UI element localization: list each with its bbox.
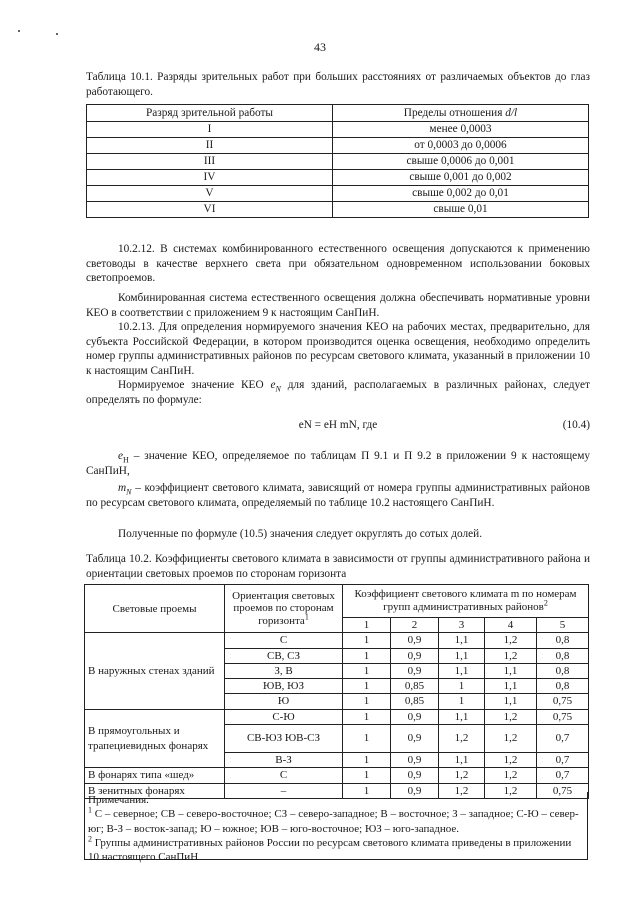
coef-cell: 0,9 (391, 663, 439, 678)
table-row (85, 768, 589, 783)
coef-cell: 1,2 (485, 633, 537, 648)
coef-cell: 1,1 (439, 633, 485, 648)
note-2-text: Группы административных районов России по ресурсам светового климата приведены в приложении 10 настоящего СанПиН (88, 836, 572, 864)
note-1-text: С – северное; СВ – северо-восточное; СЗ – северо-западное; В – восточное; З – западное; С-Ю – север-юг; В-З – восток-запад; Ю – южное; ЮВ – юго-восточное; ЮЗ – юго-западное. (88, 808, 579, 835)
table1-header-row (87, 105, 589, 122)
coef-cell: 0,8 (537, 679, 589, 694)
coef-cell: 0,7 (537, 725, 589, 753)
scan-speck (18, 30, 20, 32)
orientation-cell: СВ-ЮЗ ЮВ-СЗ (225, 725, 343, 753)
header-coefficient-text: Коэффициент светового климата m по номерам групп административных районов (354, 588, 577, 613)
coef-cell: 1 (343, 768, 391, 783)
table2 (84, 584, 589, 799)
table2-notes (84, 792, 588, 864)
rank-cell: VI (87, 202, 333, 218)
group-number: 5 (537, 618, 589, 633)
table-row (85, 633, 589, 648)
coef-cell: 1 (343, 648, 391, 663)
coef-cell: 1 (343, 783, 391, 798)
coef-cell: 0,9 (391, 725, 439, 753)
table-row (87, 202, 589, 218)
ratio-cell: свыше 0,001 до 0,002 (333, 170, 589, 186)
table1-caption: Таблица 10.1. Разряды зрительных работ при больших расстояниях от различаемых объектов до глаз работающего. (86, 71, 590, 98)
paragraph-rounding: Полученные по формуле (10.5) значения следует округлять до сотых долей. (118, 528, 483, 540)
rank-cell: I (87, 122, 333, 138)
header-orientation (225, 585, 343, 633)
ratio-cell: свыше 0,01 (333, 202, 589, 218)
paragraph-normative-value (86, 378, 590, 407)
group-name-shed: В фонарях типа «шед» (85, 768, 225, 783)
def1-var: e (118, 450, 124, 462)
coef-cell: 0,85 (391, 679, 439, 694)
scan-speck (56, 33, 58, 35)
coef-cell: 1,1 (485, 679, 537, 694)
coef-cell: 1,2 (485, 753, 537, 768)
table1 (86, 104, 589, 218)
coef-cell: 1 (343, 694, 391, 709)
table-row (87, 154, 589, 170)
table-row (87, 122, 589, 138)
table-row (85, 709, 589, 724)
table2-header-row (85, 585, 589, 618)
group-number: 1 (343, 618, 391, 633)
definition-mn (86, 481, 590, 510)
coef-cell: 1 (343, 709, 391, 724)
coef-cell: 1,2 (439, 783, 485, 798)
coef-cell: 0,75 (537, 694, 589, 709)
orientation-cell: С (225, 633, 343, 648)
coef-cell: 1,1 (439, 709, 485, 724)
ratio-cell: менее 0,0003 (333, 122, 589, 138)
header-openings: Световые проемы (85, 585, 225, 633)
orientation-cell: С-Ю (225, 709, 343, 724)
def1-sub: Н (123, 455, 129, 465)
coef-cell: 1 (439, 694, 485, 709)
header-coefficient-sup: 2 (543, 598, 548, 608)
header-orientation-sup: 1 (304, 612, 309, 622)
note-2 (88, 836, 584, 865)
orientation-cell: С (225, 768, 343, 783)
table2-caption: Таблица 10.2. Коэффициенты светового климата в зависимости от группы административного района и ориентации световых проемов по сторонам горизонта (86, 553, 590, 580)
formula-number: (10.4) (562, 419, 590, 431)
coef-cell: 0,8 (537, 633, 589, 648)
header-orientation-text: Ориентация световых проемов по сторонам горизонта (232, 589, 335, 627)
coef-cell: 0,8 (537, 663, 589, 678)
table-row (87, 138, 589, 154)
orientation-cell: В-З (225, 753, 343, 768)
coef-cell: 0,9 (391, 768, 439, 783)
coef-cell: 0,75 (537, 783, 589, 798)
paragraph-combined-system: Комбинированная система естественного освещения должна обеспечивать нормативные уровни КЕО в соответствии с приложением 9 к настоящим СанПиН. (86, 292, 590, 319)
note-1-mark: 1 (88, 805, 92, 815)
rank-cell: II (87, 138, 333, 154)
formula-10-4 (86, 418, 590, 434)
notes-title: Примечания. (88, 794, 149, 806)
coef-cell: 0,85 (391, 694, 439, 709)
formula-expression: eN = eН mN, где (298, 419, 378, 431)
note-2-mark: 2 (88, 834, 92, 844)
group-number: 4 (485, 618, 537, 633)
group-name-walls: В наружных стенах зданий (85, 633, 225, 709)
group-name-lanterns: В прямоугольных и трапециевидных фонарях (85, 709, 225, 768)
coef-cell: 1,1 (439, 753, 485, 768)
coef-cell: 1,1 (485, 663, 537, 678)
coef-cell: 0,9 (391, 753, 439, 768)
note-1 (88, 807, 584, 836)
coef-cell: 1,2 (485, 709, 537, 724)
orientation-cell: – (225, 783, 343, 798)
page-number: 43 (314, 40, 326, 54)
ratio-cell: от 0,0003 до 0,0006 (333, 138, 589, 154)
coef-cell: 1,2 (485, 648, 537, 663)
coef-cell: 1,1 (439, 663, 485, 678)
coef-cell: 1 (343, 725, 391, 753)
paragraph-10-2-13: 10.2.13. Для определения нормируемого значения КЕО на рабочих местах, предварительно, для субъекта Российской Федерации, в котором производится оценка освещения, необходимо определить номер группы административных районов по ресурсам светового климата, указанный в приложении 10 к настоящим СанПиН. (86, 321, 590, 378)
table-row (87, 170, 589, 186)
def1-text: – значение КЕО, определяемое по таблицам П 9.1 и П 9.2 в приложении 9 к настоящему СанПиН, (86, 450, 590, 477)
coef-cell: 1,2 (439, 725, 485, 753)
coef-cell: 1,1 (485, 694, 537, 709)
p4-sub: N (275, 384, 281, 394)
p4-var: e (270, 379, 276, 391)
table-row (87, 186, 589, 202)
paragraph-10-2-12: 10.2.12. В системах комбинированного естественного освещения допускаются к применению световоды в качестве верхнего света при обязательном одновременном использовании боковых светопроемов. (86, 243, 590, 285)
group-number: 3 (439, 618, 485, 633)
coef-cell: 0,9 (391, 709, 439, 724)
def2-sub: N (126, 487, 132, 497)
header-coefficient (343, 585, 589, 618)
coef-cell: 1,2 (485, 783, 537, 798)
rank-cell: III (87, 154, 333, 170)
coef-cell: 0,9 (391, 648, 439, 663)
group-number: 2 (391, 618, 439, 633)
def2-text: – коэффициент светового климата, зависящий от номера группы административных районов по ресурсам светового климата, определяемый по таблице 10.2 настоящего СанПиН. (86, 482, 591, 509)
p4-rest: для зданий, располагаемых в различных районах, следует определять по формуле: (86, 379, 590, 406)
rank-cell: IV (87, 170, 333, 186)
coef-cell: 1,2 (439, 768, 485, 783)
orientation-cell: З, В (225, 663, 343, 678)
coef-cell: 1 (343, 753, 391, 768)
coef-cell: 0,7 (537, 753, 589, 768)
coef-cell: 1,2 (485, 768, 537, 783)
coef-cell: 0,9 (391, 633, 439, 648)
orientation-cell: СВ, СЗ (225, 648, 343, 663)
coef-cell: 0,9 (391, 783, 439, 798)
definition-eh (86, 449, 590, 478)
table1-header-ratio: Пределы отношения d/l (333, 105, 589, 122)
coef-cell: 0,7 (537, 768, 589, 783)
def2-var: m (118, 482, 127, 494)
table1-header-rank: Разряд зрительной работы (87, 105, 333, 122)
ratio-cell: свыше 0,002 до 0,01 (333, 186, 589, 202)
orientation-cell: Ю (225, 694, 343, 709)
ratio-cell: свыше 0,0006 до 0,001 (333, 154, 589, 170)
coef-cell: 0,75 (537, 709, 589, 724)
p4-text: Нормируемое значение КЕО (118, 379, 264, 391)
orientation-cell: ЮВ, ЮЗ (225, 679, 343, 694)
coef-cell: 1 (343, 633, 391, 648)
coef-cell: 0,8 (537, 648, 589, 663)
coef-cell: 1 (343, 679, 391, 694)
group-name-zenith: В зенитных фонарях (85, 783, 225, 798)
coef-cell: 1 (439, 679, 485, 694)
coef-cell: 1,1 (439, 648, 485, 663)
rank-cell: V (87, 186, 333, 202)
coef-cell: 1,2 (485, 725, 537, 753)
coef-cell: 1 (343, 663, 391, 678)
